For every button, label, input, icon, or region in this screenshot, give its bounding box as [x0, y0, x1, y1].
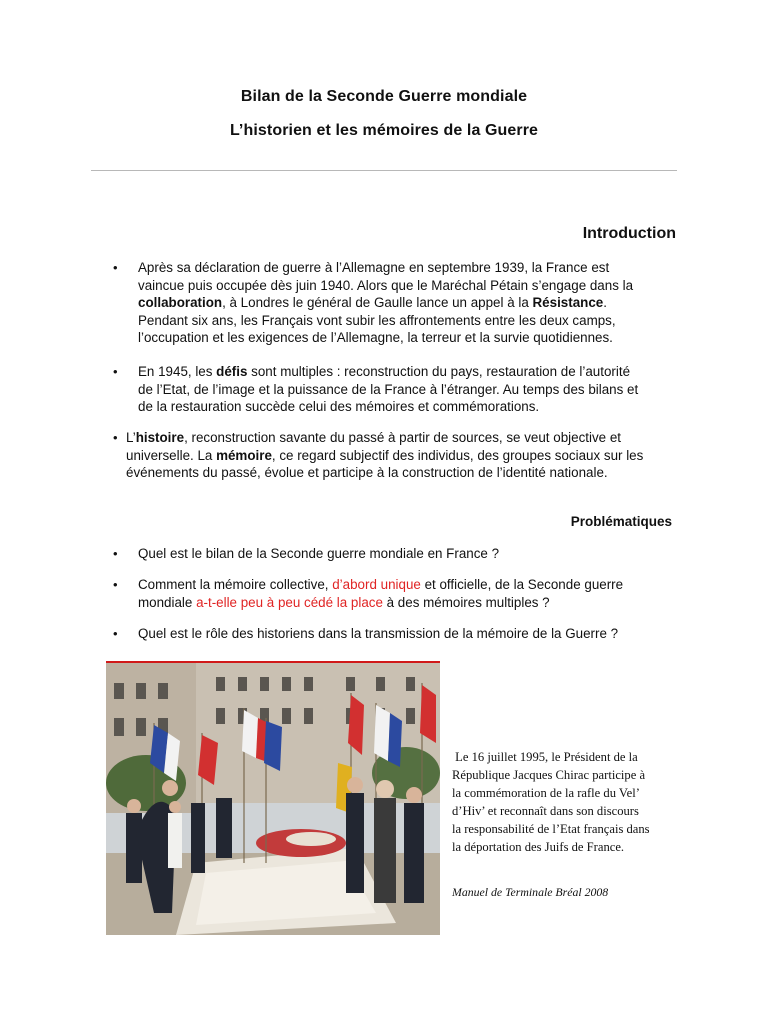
bullet-text [126, 429, 643, 482]
keyword-defis: défis [216, 364, 248, 379]
keyword-collaboration: collaboration [138, 295, 223, 311]
question-text: Quel est le rôle des historiens dans la transmission de la mémoire de la Guerre ? [138, 626, 619, 641]
text-line: L’histoire, reconstruction savante du passé à partir de sources, se veut objective et [126, 430, 621, 445]
caption-line: d’Hiv’ et reconnaît dans son discours [452, 804, 639, 818]
highlight-dabord-unique: d’abord unique [332, 577, 421, 592]
photo-caption [452, 748, 692, 856]
text-line: Après sa déclaration de guerre à l’Allemagne en septembre 1939, la France est [138, 260, 610, 275]
text-line: de l’Etat, de l’image et la puissance de la France à l’étranger. Au temps des bilans et [138, 381, 639, 397]
bullet-text [138, 259, 633, 347]
text-line: Pendant six ans, les Français vont subir les affrontements entre les deux camps, [138, 312, 616, 328]
caption-line: Le 16 juillet 1995, le Président de la [452, 750, 638, 764]
text-line: collaboration, à Londres le général de Gaulle lance un appel à la Résistance. [138, 295, 607, 311]
bullet-marker: • [113, 577, 118, 592]
document-subtitle: L’historien et les mémoires de la Guerre [229, 122, 539, 139]
caption-line: la commémoration de la rafle du Vel’ [452, 786, 640, 800]
text-line: événements du passé, évolue et participe à la construction de l’identité nationale. [126, 465, 608, 481]
text-line: l’occupation et les exigences de l’Allemagne, la terreur et la survie quotidiennes. [138, 330, 613, 346]
text-line: universelle. La mémoire, ce regard subjectif des individus, des groupes sociaux sur les [126, 447, 644, 463]
text-line: En 1945, les défis sont multiples : reconstruction du pays, restauration de l’autorité [138, 364, 631, 379]
problematiques-heading: Problématiques [570, 514, 672, 529]
text-line: de la restauration succède celui des mémoires et commémorations. [138, 399, 540, 415]
text-line: vaincue puis occupée dès juin 1940. Alors que le Maréchal Pétain s’engage dans la [138, 277, 634, 293]
bullet-marker: • [113, 364, 118, 379]
bullet-marker: • [113, 430, 118, 445]
highlight-cede-la-place: a-t-elle peu à peu cédé la place [196, 594, 383, 610]
text-line: Comment la mémoire collective, d’abord unique et officielle, de la Seconde guerre [138, 577, 624, 592]
bullet-marker: • [113, 626, 118, 641]
introduction-heading: Introduction [582, 225, 676, 242]
caption-line: la responsabilité de l’Etat français dans [452, 822, 650, 836]
keyword-resistance: Résistance [532, 295, 604, 311]
keyword-histoire: histoire [135, 430, 185, 445]
text-line: mondiale a-t-elle peu à peu cédé la place à des mémoires multiples ? [138, 594, 550, 610]
photo-source: Manuel de Terminale Bréal 2008 [452, 885, 609, 899]
document-title: Bilan de la Seconde Guerre mondiale [240, 88, 528, 105]
title-divider [91, 170, 677, 171]
bullet-marker: • [113, 546, 118, 561]
question-text: Quel est le bilan de la Seconde guerre mondiale en France ? [138, 546, 500, 561]
bullet-text [138, 363, 638, 416]
bullet-marker: • [113, 260, 118, 275]
keyword-memoire: mémoire [216, 447, 272, 463]
commemoration-photo [106, 661, 440, 935]
question-text [138, 576, 623, 611]
caption-line: la déportation des Juifs de France. [452, 840, 625, 854]
caption-line: République Jacques Chirac participe à [452, 768, 646, 782]
